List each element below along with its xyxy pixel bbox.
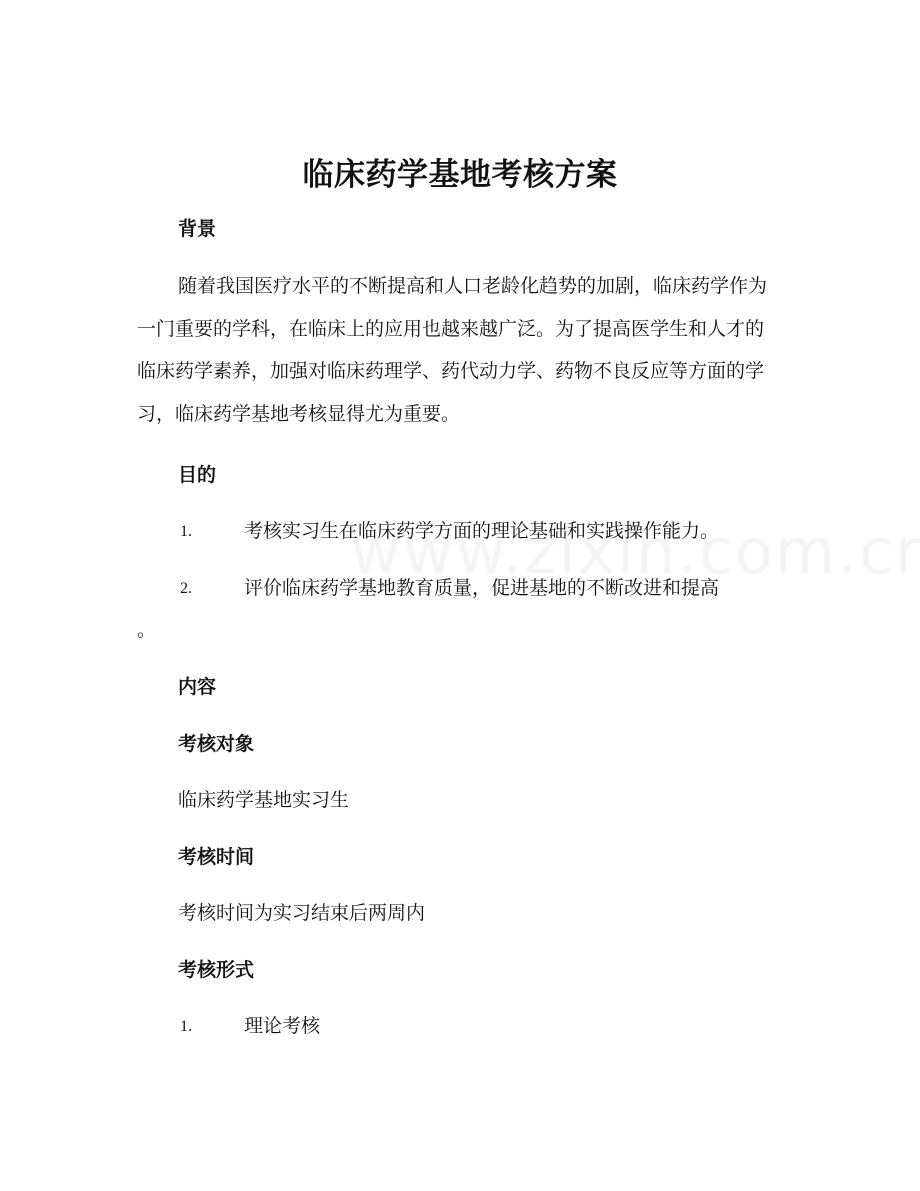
heading-time: 考核时间 [178, 846, 255, 868]
heading-content: 内容 [178, 676, 217, 698]
heading-form: 考核形式 [178, 959, 255, 981]
heading-background: 背景 [178, 218, 217, 240]
background-paragraph: 随着我国医疗水平的不断提高和人口老龄化趋势的加剧，临床药学作为一门重要的学科，在临床上的应用也越来越广泛。为了提高医学生和人才的临床药学素养，加强对临床药理学、药代动力学、药物不良反应等方面的学习，临床药学基地考核显得尤为重要。 [137, 275, 768, 425]
form-item-1-text: 理论考核 [244, 1015, 321, 1037]
heading-purpose: 目的 [178, 464, 217, 486]
purpose-item-1-number: 1. [180, 523, 192, 540]
purpose-item-2-number: 2. [180, 580, 192, 597]
form-item-1-number: 1. [180, 1018, 192, 1035]
purpose-item-2-tail: 。 [137, 619, 157, 641]
document-title: 临床药学基地考核方案 [302, 157, 618, 193]
heading-target: 考核对象 [178, 733, 255, 755]
time-text: 考核时间为实习结束后两周内 [178, 902, 426, 924]
purpose-item-2-text: 评价临床药学基地教育质量，促进基地的不断改进和提高 [244, 577, 720, 599]
target-text: 临床药学基地实习生 [178, 789, 350, 811]
purpose-item-1-text: 考核实习生在临床药学方面的理论基础和实践操作能力。 [244, 520, 720, 542]
